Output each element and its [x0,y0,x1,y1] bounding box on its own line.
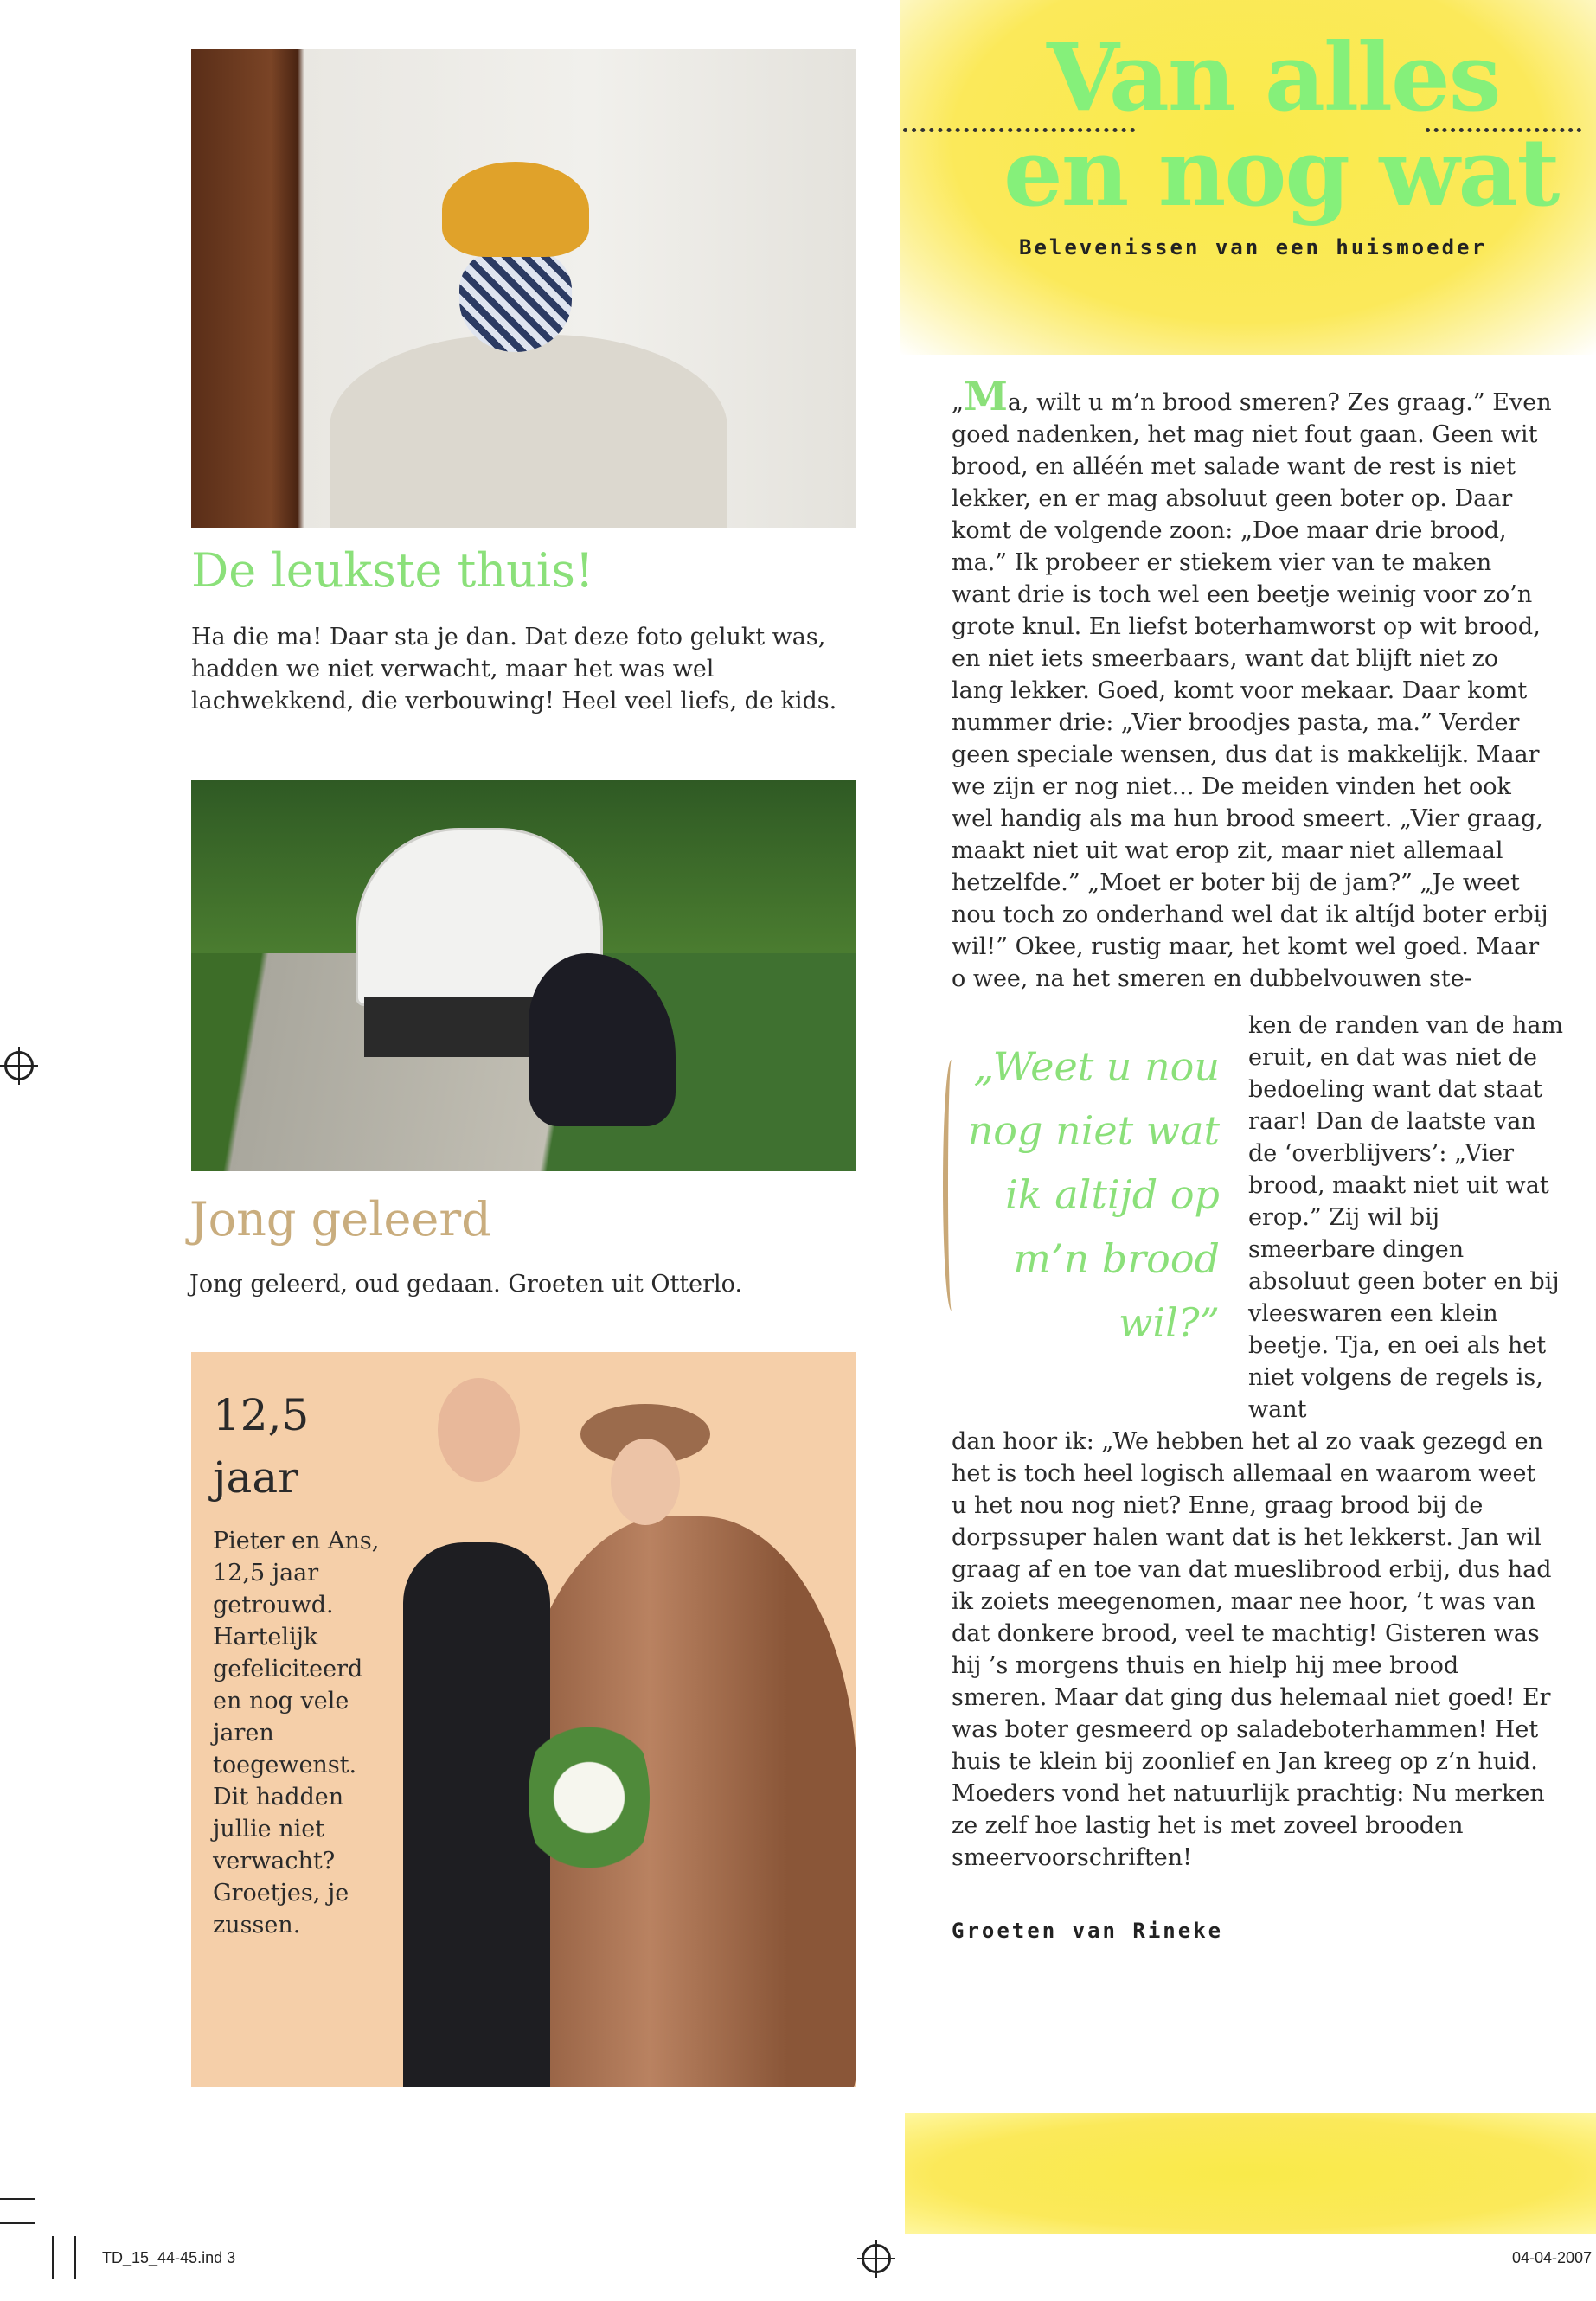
registration-mark-icon [4,1051,34,1080]
photo-horse-wagon [191,780,856,1171]
article-body-wrap: ken de randen van de ham eruit, en dat was niet de bedoeling want dat staat raar! Dan de laatste van de ‘overblijvers’: „Vier brood, maakt niet uit wat erop.” Zij wil bij smeerbare dingen absoluut geen boter en bij vleeswaren een klein beetje. Tja, en oei als het niet volgens de regels is, want [1248,1012,1564,1423]
section-title-leukste-thuis: De leukste thuis! [191,543,594,598]
crop-mark [0,2222,35,2224]
photo-groom-head [438,1378,520,1482]
section-title-jong-geleerd: Jong geleerd [189,1192,491,1247]
crop-mark [52,2236,54,2279]
section-body-jong-geleerd: Jong geleerd, oud gedaan. Groeten uit Otterlo. [189,1271,743,1298]
bottom-highlight-bar [905,2113,1596,2234]
pull-quote-bracket [943,1060,960,1311]
photo-bouquet [529,1698,650,1897]
registration-mark-icon [862,2244,891,2273]
crop-mark [74,2236,76,2279]
photo-renovation [191,49,856,528]
article-open-quote: „ [952,389,964,416]
article-top-text: a, wilt u m’n brood smeren? Zes graag.” Even goed nadenken, het mag niet fout gaan. Geen wit brood, en alléén met salade want de rest is niet lekker, en er mag absoluut geen boter op. Daar komt de volgende zoon: „Doe maar drie brood, ma.” Ik probeer er stiekem vier van te maken want drie is toch wel een beetje weinig voor zo’n grote knul. En liefst boterhamworst op wit brood, en niet iets smeerbaars, want dat blijft niet zo lang lekker. Goed, komt voor mekaar. Daar komt nummer drie: „Vier broodjes pasta, ma.” Verder geen speciale wensen, dus dat is makkelijk. Maar we zijn er nog niet... De meiden vinden het ook wel handig als ma hun brood smeert. „Vier graag, maakt niet uit wat erop zit, maar niet allemaal hetzelfde.” „Moet er boter bij de jam?” „Je weet nou toch zo onderhand wel dat ik altíjd boter erbij wil!” Okee, rustig maar, het komt wel goed. Maar o wee, na het smeren en dubbelvouwen ste- [952,389,1552,992]
article-body-top [952,373,1557,995]
section-body-anniversary: Pieter en Ans, 12,5 jaar getrouwd. Hartelijk gefeliciteerd en nog vele jaren toegewenst. Dit hadden jullie niet verwacht? Groetjes, je zussen. [213,1528,380,1939]
photo-figure-scarf [459,248,572,352]
pull-quote: „Weet u nou nog niet wat ik altijd op m’n brood wil?” [967,1043,1220,1346]
footer-filename: TD_15_44-45.ind 3 [102,2249,236,2266]
article-body-bottom: dan hoor ik: „We hebben het al zo vaak gezegd en het is toch heel logisch allemaal en waarom weet u het nou nog niet? Enne, graag brood bij de dorpssuper halen want dat is het lekkerst. Jan wil graag af en toe van dat mueslibrood erbij, dus had ik zoiets meegenomen, maar nee hoor, ’t was van dat donkere brood, veel te machtig! Gisteren was hij ’s morgens thuis en hielp hij mee brood smeren. Maar dat ging dus helemaal niet goed! Er was boter gesmeerd op saladeboterhammen! Het huis te klein bij zoonlief en Jan kreeg op z’n huid. Moeders vond het natuurlijk prachtig: Nu merken ze zelf hoe lastig het is met zoveel brooden smeervoorschriften! [952,1428,1552,1871]
photo-figure-body [330,335,727,528]
photo-groom [403,1542,550,2087]
headline-line-1: Van alles [1047,23,1500,132]
photo-figure-hat [442,162,589,257]
header-subtitle: Belevenissen van een huismoeder [1019,235,1487,260]
photo-bride-head [611,1439,680,1525]
section-body-leukste-thuis: Ha die ma! Daar sta je dan. Dat deze foto gelukt was, hadden we niet verwacht, maar het was wel lachwekkend, die verbouwing! Heel veel liefs, de kids. [191,624,837,715]
footer-date: 04-04-2007 [1512,2249,1593,2266]
article-signature: Groeten van Rineke [952,1919,1224,1943]
section-title-anniversary: 12,5 jaar [213,1390,310,1503]
headline-line-2: en nog wat [1003,119,1559,228]
article-dropcap: M [964,373,1008,420]
crop-mark [0,2198,35,2200]
